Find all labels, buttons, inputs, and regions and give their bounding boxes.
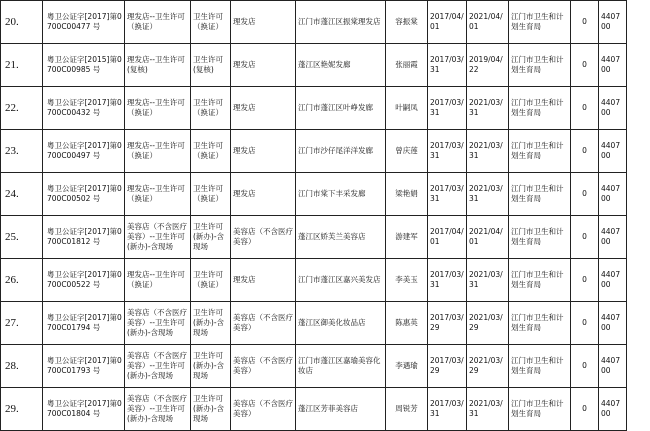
business-type: 理发店: [231, 1, 296, 44]
legal-person: 周锐芳: [386, 388, 428, 431]
permit-category: 理发店--卫生许可（换证）: [125, 173, 191, 216]
business-type: 理发店: [231, 130, 296, 173]
table-row: [1, 345, 627, 388]
business-type: 美容店（不含医疗美容）: [231, 345, 296, 388]
valid-to: 2021/04/01: [467, 1, 509, 44]
status-flag: 0: [571, 259, 599, 302]
valid-from: 2017/03/29: [428, 302, 467, 345]
legal-person: 曾庆莲: [386, 130, 428, 173]
business-name: 江门市蓬江区叶峥发廊: [296, 87, 386, 130]
certificate-number: 粤卫公证字[2015]第0700C00985 号: [43, 44, 125, 87]
permit-type: 卫生许可(新办)-含现场: [191, 302, 231, 345]
permit-category: 理发店--卫生许可（换证）: [125, 87, 191, 130]
valid-from: 2017/03/31: [428, 44, 467, 87]
business-name: 蓬江区娇芙兰美容店: [296, 216, 386, 259]
permit-category: 美容店（不含医疗美容）--卫生许可(新办)-含现场: [125, 388, 191, 431]
permit-type: 卫生许可(新办)-含现场: [191, 345, 231, 388]
valid-from: 2017/03/31: [428, 173, 467, 216]
business-name: 江门市棠下丰采发廊: [296, 173, 386, 216]
issuing-authority: 江门市卫生和计划生育局: [509, 1, 571, 44]
business-name: 江门市蓬江区嘉瑜美容化妆店: [296, 345, 386, 388]
permit-type: 卫生许可（换证）: [191, 259, 231, 302]
valid-from: 2017/04/01: [428, 1, 467, 44]
region-code: 440700: [599, 44, 627, 87]
row-number: 20.: [1, 1, 43, 44]
valid-from: 2017/04/01: [428, 216, 467, 259]
issuing-authority: 江门市卫生和计划生育局: [509, 302, 571, 345]
region-code: 440700: [599, 388, 627, 431]
table-row: [1, 173, 627, 216]
legal-person: 叶嗣凤: [386, 87, 428, 130]
business-type: 理发店: [231, 87, 296, 130]
status-flag: 0: [571, 1, 599, 44]
table-row: [1, 44, 627, 87]
permit-category: 理发店--卫生许可（换证）: [125, 259, 191, 302]
certificate-number: 粤卫公证字[2017]第0700C01804 号: [43, 388, 125, 431]
permit-table-body: [1, 1, 627, 431]
legal-person: 陈惠英: [386, 302, 428, 345]
legal-person: 李遇瑜: [386, 345, 428, 388]
status-flag: 0: [571, 87, 599, 130]
valid-to: 2021/03/31: [467, 130, 509, 173]
valid-from: 2017/03/31: [428, 259, 467, 302]
permit-type: 卫生许可(复核): [191, 44, 231, 87]
certificate-number: 粤卫公证字[2017]第0700C00502 号: [43, 173, 125, 216]
region-code: 440700: [599, 173, 627, 216]
business-type: 理发店: [231, 173, 296, 216]
row-number: 28.: [1, 345, 43, 388]
permit-category: 理发店--卫生许可（换证）: [125, 130, 191, 173]
row-number: 22.: [1, 87, 43, 130]
business-name: 蓬江区艳妮发廊: [296, 44, 386, 87]
row-number: 29.: [1, 388, 43, 431]
table-row: [1, 259, 627, 302]
table-row: [1, 388, 627, 431]
legal-person: 游建军: [386, 216, 428, 259]
valid-to: 2021/03/31: [467, 388, 509, 431]
business-name: 江门市蓬江区振棠理发店: [296, 1, 386, 44]
issuing-authority: 江门市卫生和计划生育局: [509, 87, 571, 130]
valid-from: 2017/03/29: [428, 345, 467, 388]
permit-category: 理发店--卫生许可(复核): [125, 44, 191, 87]
legal-person: 张丽霞: [386, 44, 428, 87]
issuing-authority: 江门市卫生和计划生育局: [509, 130, 571, 173]
business-type: 美容店（不含医疗美容）: [231, 216, 296, 259]
issuing-authority: 江门市卫生和计划生育局: [509, 259, 571, 302]
permit-type: 卫生许可（换证）: [191, 1, 231, 44]
business-name: 蓬江区芳菲美容店: [296, 388, 386, 431]
row-number: 26.: [1, 259, 43, 302]
table-row: [1, 216, 627, 259]
certificate-number: 粤卫公证字[2017]第0700C00497 号: [43, 130, 125, 173]
business-name: 蓬江区御美化妆品店: [296, 302, 386, 345]
region-code: 440700: [599, 259, 627, 302]
certificate-number: 粤卫公证字[2017]第0700C00522 号: [43, 259, 125, 302]
permit-category: 美容店（不含医疗美容）--卫生许可(新办)-含现场: [125, 302, 191, 345]
permit-type: 卫生许可（换证）: [191, 130, 231, 173]
valid-to: 2021/03/31: [467, 259, 509, 302]
valid-to: 2021/03/31: [467, 87, 509, 130]
issuing-authority: 江门市卫生和计划生育局: [509, 173, 571, 216]
permit-category: 美容店（不含医疗美容）--卫生许可(新办)-含现场: [125, 345, 191, 388]
business-type: 美容店（不含医疗美容）: [231, 302, 296, 345]
certificate-number: 粤卫公证字[2017]第0700C01812 号: [43, 216, 125, 259]
table-row: [1, 130, 627, 173]
table-row: [1, 1, 627, 44]
valid-from: 2017/03/31: [428, 388, 467, 431]
status-flag: 0: [571, 388, 599, 431]
region-code: 440700: [599, 216, 627, 259]
row-number: 23.: [1, 130, 43, 173]
permit-type: 卫生许可(新办)-含现场: [191, 388, 231, 431]
status-flag: 0: [571, 44, 599, 87]
permit-type: 卫生许可（换证）: [191, 173, 231, 216]
valid-to: 2021/04/01: [467, 216, 509, 259]
table-row: [1, 87, 627, 130]
issuing-authority: 江门市卫生和计划生育局: [509, 388, 571, 431]
status-flag: 0: [571, 130, 599, 173]
valid-to: 2021/03/29: [467, 302, 509, 345]
legal-person: 容振棠: [386, 1, 428, 44]
issuing-authority: 江门市卫生和计划生育局: [509, 216, 571, 259]
status-flag: 0: [571, 302, 599, 345]
region-code: 440700: [599, 87, 627, 130]
status-flag: 0: [571, 216, 599, 259]
region-code: 440700: [599, 130, 627, 173]
status-flag: 0: [571, 173, 599, 216]
legal-person: 梁艳娟: [386, 173, 428, 216]
issuing-authority: 江门市卫生和计划生育局: [509, 44, 571, 87]
issuing-authority: 江门市卫生和计划生育局: [509, 345, 571, 388]
business-type: 美容店（不含医疗美容）: [231, 388, 296, 431]
certificate-number: 粤卫公证字[2017]第0700C00432 号: [43, 87, 125, 130]
business-name: 江门市沙仔尾洋洋发廊: [296, 130, 386, 173]
table-row: [1, 302, 627, 345]
status-flag: 0: [571, 345, 599, 388]
region-code: 440700: [599, 1, 627, 44]
business-type: 理发店: [231, 259, 296, 302]
certificate-number: 粤卫公证字[2017]第0700C01794 号: [43, 302, 125, 345]
business-name: 江门市蓬江区嘉兴美发店: [296, 259, 386, 302]
certificate-number: 粤卫公证字[2017]第0700C00477 号: [43, 1, 125, 44]
valid-from: 2017/03/31: [428, 130, 467, 173]
permit-type: 卫生许可(新办)-含现场: [191, 216, 231, 259]
valid-to: 2021/03/29: [467, 345, 509, 388]
permit-category: 美容店（不含医疗美容）--卫生许可(新办)-含现场: [125, 216, 191, 259]
row-number: 24.: [1, 173, 43, 216]
row-number: 27.: [1, 302, 43, 345]
row-number: 21.: [1, 44, 43, 87]
valid-from: 2017/03/31: [428, 87, 467, 130]
valid-to: 2019/04/22: [467, 44, 509, 87]
legal-person: 李美玉: [386, 259, 428, 302]
region-code: 440700: [599, 345, 627, 388]
business-type: 理发店: [231, 44, 296, 87]
permit-category: 理发店--卫生许可（换证）: [125, 1, 191, 44]
certificate-number: 粤卫公证字[2017]第0700C01793 号: [43, 345, 125, 388]
valid-to: 2021/03/31: [467, 173, 509, 216]
permit-type: 卫生许可（换证）: [191, 87, 231, 130]
row-number: 25.: [1, 216, 43, 259]
region-code: 440700: [599, 302, 627, 345]
